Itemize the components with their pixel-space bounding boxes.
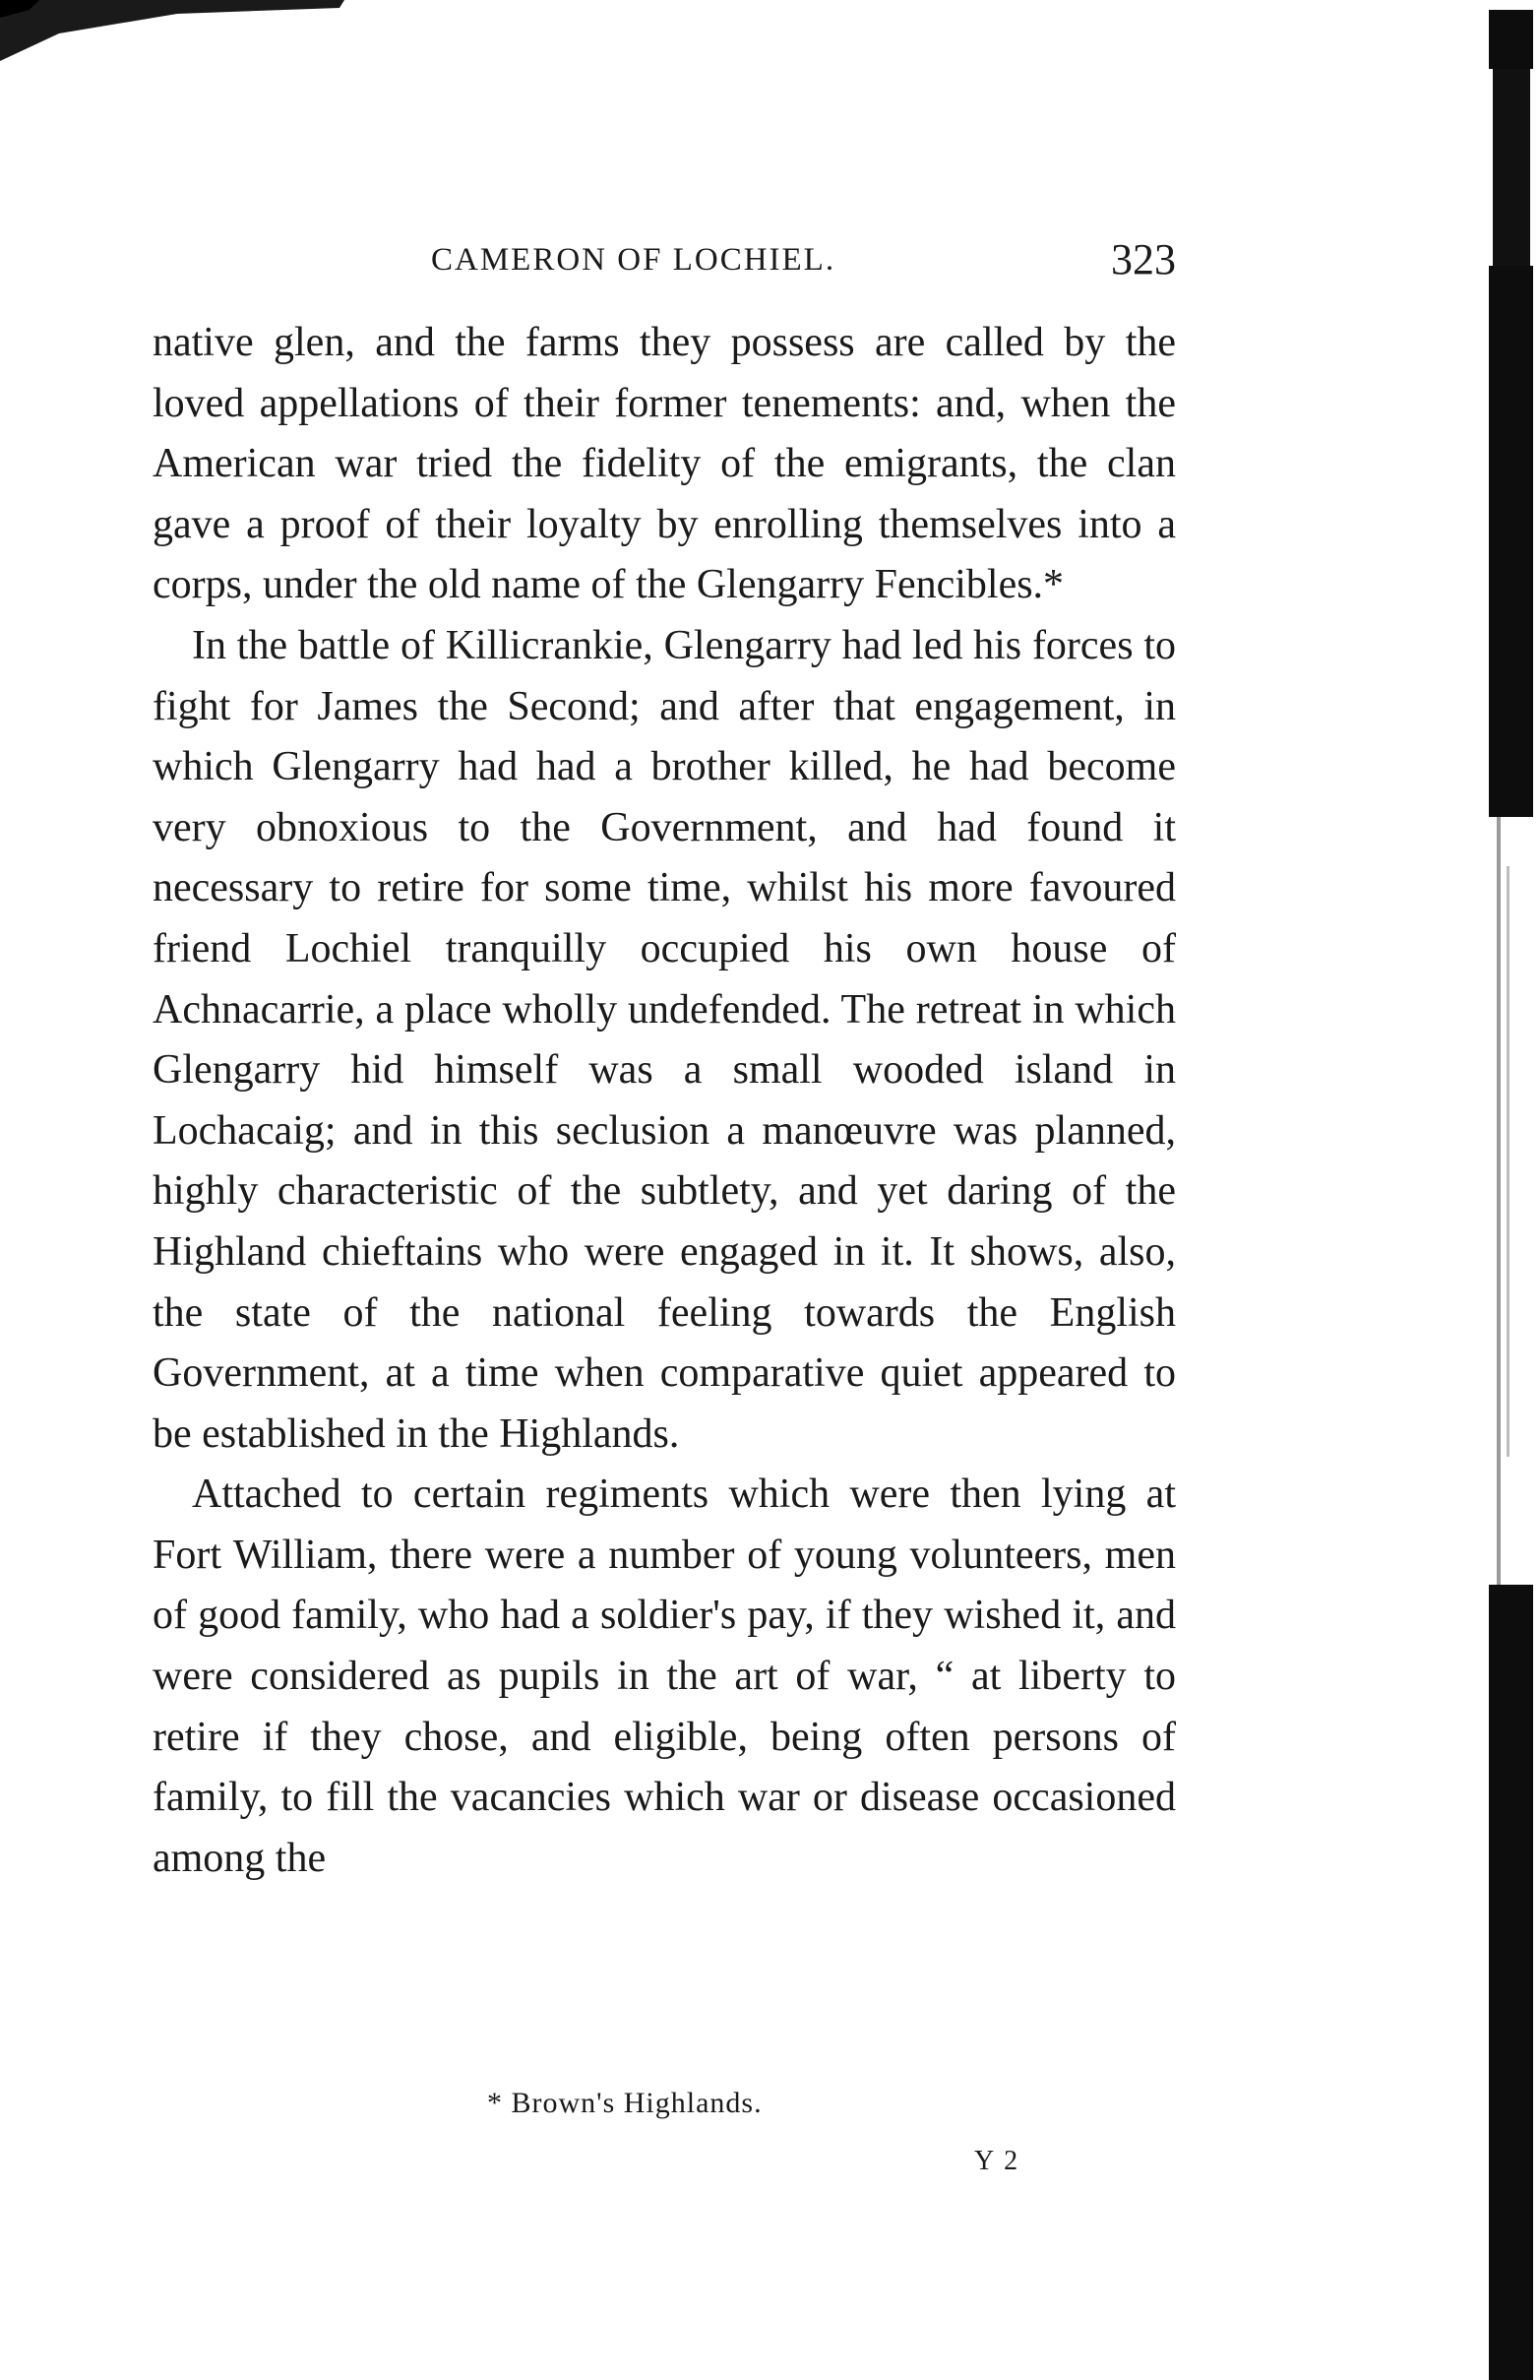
page-number: 323 <box>1111 235 1176 283</box>
paragraph-1: native glen, and the farms they possess are called by the loved appellations of their former tenements: and, when the American war tried the fidelity of the emigrants, the clan gave a proof of their loyalty by enrolling themselves into a corps, under the old name of the Glengarry Fencibles.* <box>153 320 1176 608</box>
body-text <box>153 313 1176 1889</box>
signature-mark: Y 2 <box>974 2146 1020 2176</box>
scan-edge-artifact <box>1432 0 1540 2380</box>
paragraph-2: In the battle of Killicrankie, Glengarry had led his forces to fight for James the Second; and after that engagement, in which Glengarry had had a brother killed, he had become very obnoxious to the Government, and had found it necessary to retire for some time, whilst his more favoured friend Lochiel tranquilly occupied his own house of Achnacarrie, a place wholly undefended. The retreat in which Glengarry hid himself was a small wooded island in Lochacaig; and in this seclusion a manœuvre was planned, highly characteristic of the subtlety, and yet daring of the Highland chieftains who were engaged in it. It shows, also, the state of the national feeling towards the English Government, at a time when comparative quiet appeared to be established in the Highlands. <box>153 622 1176 1457</box>
running-head <box>153 234 1176 293</box>
scan-corner-artifact <box>0 0 344 69</box>
footnote: * Brown's Highlands. <box>487 2087 763 2119</box>
running-title: CAMERON OF LOCHIEL. <box>431 242 836 278</box>
paragraph-3: Attached to certain regiments which were then lying at Fort William, there were a number of young volunteers, men of good family, who had a soldier's pay, if they wished it, and were considered as pupils in the art of war, “ at liberty to retire if they chose, and eligible, being often persons of family, to fill the vacancies which war or disease occasioned among the <box>153 1472 1176 1881</box>
